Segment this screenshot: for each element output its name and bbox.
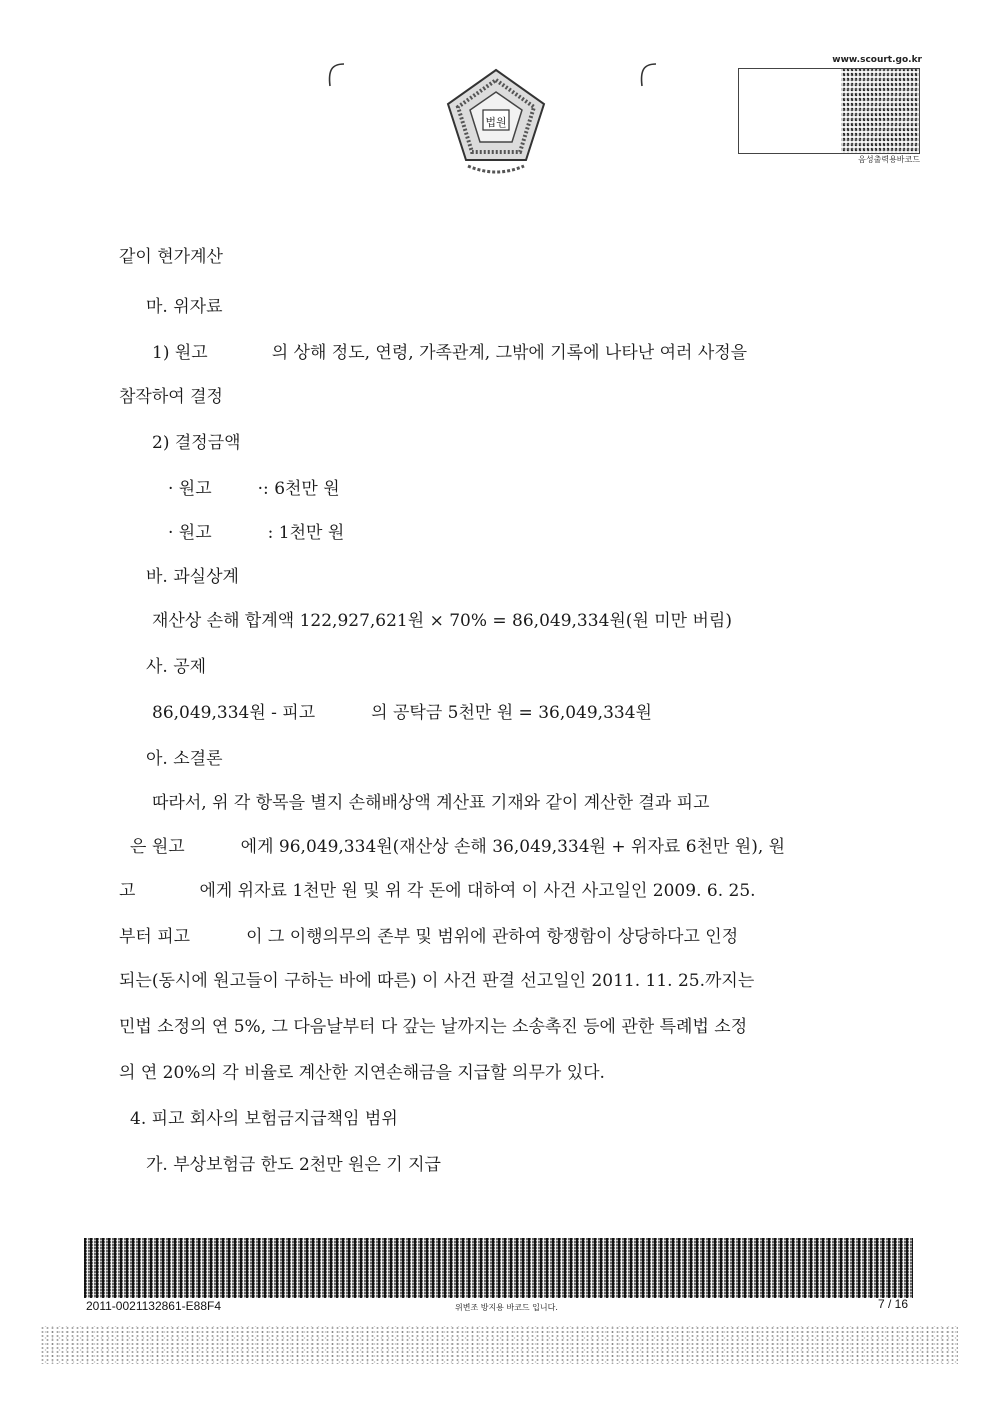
barcode-note: 위변조 방지용 바코드 입니다. <box>455 1303 558 1312</box>
text-line: 의 연 20%의 각 비율로 계산한 지연손해금을 지급할 의무가 있다. <box>119 1063 605 1083</box>
seal-text: 법원 <box>485 116 507 129</box>
scan-noise-strip <box>40 1326 958 1364</box>
document-id: 2011-0021132861-E88F4 <box>86 1299 221 1313</box>
text-line: 되는(동시에 원고들이 구하는 바에 따른) 이 사건 판결 선고일인 2011. 11. 25.까지는 <box>119 971 755 991</box>
text-fragment: 의 상해 정도, 연령, 가족관계, 그밖에 기록에 나타난 여러 사정을 <box>271 343 748 363</box>
anti-forgery-barcode <box>84 1238 913 1298</box>
text-fragment: 의 공탁금 5천만 원 = 36,049,334원 <box>371 703 652 723</box>
corner-mark <box>634 60 660 90</box>
section-heading: 4. 피고 회사의 보험금지급책임 범위 <box>130 1109 398 1129</box>
text-fragment: 1) 원고 <box>152 343 208 363</box>
text-line <box>152 342 747 364</box>
verification-barcode-block <box>738 55 922 167</box>
text-line <box>130 836 785 858</box>
text-fragment: · 원고 <box>168 523 212 543</box>
court-seal <box>440 62 552 182</box>
text-fragment: : 1천만 원 <box>267 523 345 543</box>
text-fragment: 부터 피고 <box>119 927 191 947</box>
text-fragment: ·: 6천만 원 <box>257 479 340 499</box>
text-line <box>119 880 756 902</box>
text-line: 2) 결정금액 <box>152 433 241 453</box>
text-fragment: 이 그 이행의무의 존부 및 범위에 관하여 항쟁함이 상당하다고 인정 <box>246 927 739 947</box>
court-seal-emblem <box>440 62 552 182</box>
section-heading: 마. 위자료 <box>146 297 223 317</box>
page-number: 7 / 16 <box>878 1297 909 1311</box>
text-fragment: 에게 96,049,334원(재산상 손해 36,049,334원 + 위자료 6천만 원), 원 <box>240 837 786 857</box>
text-line <box>168 478 340 500</box>
text-line <box>168 522 344 544</box>
qr-code-icon <box>841 69 919 153</box>
section-heading: 사. 공제 <box>146 657 207 677</box>
text-line: 재산상 손해 합계액 122,927,621원 × 70% = 86,049,334원(원 미만 버림) <box>152 611 732 631</box>
text-fragment: 에게 위자료 1천만 원 및 위 각 돈에 대하여 이 사건 사고일인 2009. 6. 25. <box>199 881 756 901</box>
text-line: 민법 소정의 연 5%, 그 다음날부터 다 갚는 날까지는 소송촉진 등에 관한 특례법 소정 <box>119 1017 748 1037</box>
corner-mark <box>322 60 348 90</box>
text-fragment: · 원고 <box>168 479 212 499</box>
text-line: 같이 현가계산 <box>119 247 223 267</box>
text-fragment: 고 <box>119 881 136 901</box>
barcode-caption: 음성출력용바코드 <box>858 155 920 164</box>
text-line: 따라서, 위 각 항목을 별지 손해배상액 계산표 기재와 같이 계산한 결과 피고 <box>152 793 710 813</box>
site-url: www.scourt.go.kr <box>832 55 922 65</box>
section-heading: 아. 소결론 <box>146 749 223 769</box>
text-fragment: 86,049,334원 - 피고 <box>152 703 316 723</box>
section-heading: 바. 과실상계 <box>146 567 239 587</box>
barcode-frame <box>738 68 920 154</box>
text-line: 참작하여 결정 <box>119 387 223 407</box>
text-line <box>152 702 652 724</box>
text-fragment: 은 원고 <box>130 837 185 857</box>
text-line <box>119 926 738 948</box>
text-line: 가. 부상보험금 한도 2천만 원은 기 지급 <box>146 1155 441 1175</box>
